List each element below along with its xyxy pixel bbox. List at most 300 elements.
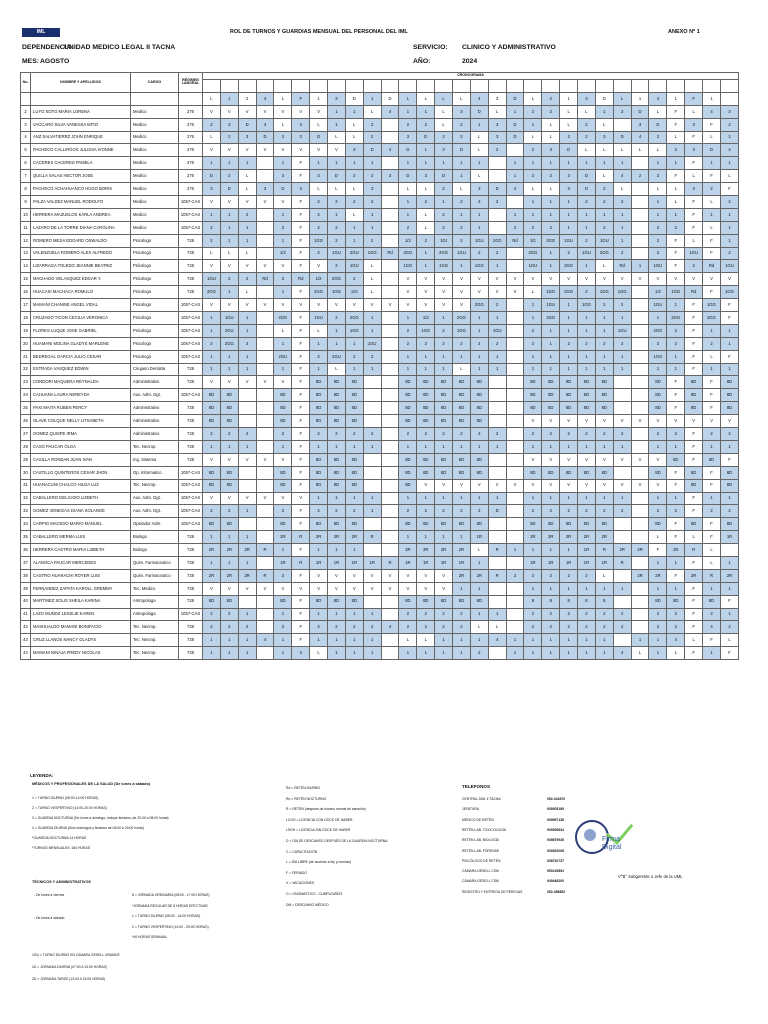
shift-cell: 8D: [328, 389, 346, 402]
shift-cell: D: [703, 144, 721, 157]
shift-cell: 8D: [685, 389, 703, 402]
shift-cell: [381, 440, 399, 453]
shift-cell: [506, 428, 524, 441]
shift-cell: 1: [578, 492, 596, 505]
shift-cell: 8D: [220, 389, 238, 402]
row-cargo: Psicologo: [131, 299, 179, 312]
shift-cell: 2R: [578, 531, 596, 544]
shift-cell: 1GG: [470, 260, 488, 273]
shift-cell: 2: [667, 337, 685, 350]
shift-cell: [256, 440, 274, 453]
row-name: HUAMANI MOLINA GLADYS MARLENE: [31, 337, 131, 350]
shift-cell: [363, 453, 381, 466]
phone-number: 938792737: [547, 858, 564, 863]
shift-cell: V: [203, 492, 221, 505]
shift-cell: 8D: [453, 453, 471, 466]
shift-cell: L: [703, 131, 721, 144]
shift-cell: 2R: [435, 544, 453, 557]
shift-cell: V: [470, 479, 488, 492]
shift-cell: 2: [399, 337, 417, 350]
shift-cell: 3: [470, 183, 488, 196]
shift-cell: V: [203, 144, 221, 157]
shift-cell: 2: [220, 608, 238, 621]
calendar-cell: L: [453, 92, 471, 105]
shift-cell: F: [667, 170, 685, 183]
shift-cell: F: [703, 247, 721, 260]
row-no: 41: [21, 608, 31, 621]
shift-cell: [488, 647, 506, 660]
shift-cell: F: [292, 221, 310, 234]
shift-cell: 2: [274, 505, 292, 518]
shift-cell: 8D: [399, 376, 417, 389]
shift-cell: [256, 479, 274, 492]
row-regimen: 1057-CAS: [179, 208, 203, 221]
shift-cell: 2: [363, 196, 381, 209]
shift-cell: 1GG: [417, 324, 435, 337]
shift-cell: V: [595, 453, 613, 466]
shift-cell: D: [488, 505, 506, 518]
shift-cell: 2: [649, 608, 667, 621]
shift-cell: V: [613, 479, 631, 492]
shift-cell: 1: [560, 157, 578, 170]
shift-cell: 8D: [542, 376, 560, 389]
shift-cell: Rd: [613, 260, 631, 273]
shift-cell: [363, 595, 381, 608]
shift-cell: 1R: [453, 556, 471, 569]
row-regimen: 276: [179, 170, 203, 183]
table-row: [21, 286, 739, 299]
shift-cell: V: [435, 582, 453, 595]
shift-cell: V: [435, 299, 453, 312]
shift-cell: L: [524, 183, 542, 196]
shift-cell: V: [328, 299, 346, 312]
iml-logo: IML: [22, 28, 60, 37]
calendar-cell: 4: [256, 92, 274, 105]
shift-cell: 1: [595, 324, 613, 337]
shift-cell: 8D: [345, 595, 363, 608]
shift-cell: [720, 544, 738, 557]
row-regimen: 276: [179, 183, 203, 196]
row-no: 13: [21, 247, 31, 260]
shift-cell: 1GG: [667, 286, 685, 299]
shift-cell: 1: [435, 312, 453, 325]
shift-cell: L: [274, 324, 292, 337]
shift-cell: [506, 350, 524, 363]
shift-cell: V: [292, 105, 310, 118]
legend-med-item: 2 = TURNO VESPERTINO (14:00-20:00 HORAS): [32, 806, 107, 810]
shift-cell: 1GG: [345, 324, 363, 337]
row-cargo: Tec. Necrop.: [131, 647, 179, 660]
calendar-cell: L: [417, 92, 435, 105]
shift-cell: 1: [488, 608, 506, 621]
shift-cell: 2: [453, 221, 471, 234]
table-row: [21, 260, 739, 273]
shift-cell: 2: [506, 569, 524, 582]
shift-cell: 1: [542, 260, 560, 273]
shift-cell: [506, 466, 524, 479]
shift-cell: 2: [560, 621, 578, 634]
phone-number: 052-244870: [547, 797, 566, 801]
shift-cell: V: [256, 196, 274, 209]
shift-cell: F: [292, 389, 310, 402]
shift-cell: 2: [203, 621, 221, 634]
shift-cell: 1R: [345, 556, 363, 569]
shift-cell: 2: [328, 196, 346, 209]
shift-cell: 1GG: [703, 299, 721, 312]
shift-cell: [256, 402, 274, 415]
shift-cell: 2: [578, 118, 596, 131]
shift-cell: 2GU: [274, 350, 292, 363]
row-regimen: 276: [179, 118, 203, 131]
shift-cell: 1: [453, 208, 471, 221]
shift-cell: 2: [595, 621, 613, 634]
row-no: 30: [21, 466, 31, 479]
shift-cell: 1: [560, 363, 578, 376]
shift-cell: 2: [435, 183, 453, 196]
calendar-cell: 1: [310, 92, 328, 105]
shift-cell: 1: [417, 144, 435, 157]
shift-cell: 8D: [328, 595, 346, 608]
shift-cell: R: [292, 556, 310, 569]
shift-cell: [256, 518, 274, 531]
row-cargo: Psicologo: [131, 312, 179, 325]
legend-bottom-item: 1D = JORNADA DIURNA (07:00 A 13:00 HORAS): [32, 965, 107, 969]
row-regimen: 1057-CAS: [179, 466, 203, 479]
day-header: [417, 80, 435, 93]
shift-cell: V: [363, 582, 381, 595]
shift-cell: 1: [613, 440, 631, 453]
day-header: [399, 80, 417, 93]
table-row: [21, 131, 739, 144]
shift-cell: [613, 466, 631, 479]
shift-cell: 1: [506, 157, 524, 170]
shift-cell: 3: [292, 131, 310, 144]
shift-cell: 1GU: [453, 247, 471, 260]
table-row: [21, 440, 739, 453]
shift-cell: 1: [560, 582, 578, 595]
shift-cell: D: [560, 144, 578, 157]
day-header: [292, 80, 310, 93]
shift-cell: 1: [506, 634, 524, 647]
day-header: [274, 80, 292, 93]
shift-cell: 1: [595, 350, 613, 363]
shift-cell: 1: [435, 350, 453, 363]
shift-cell: 1: [560, 221, 578, 234]
row-cargo: Psicologo: [131, 273, 179, 286]
shift-cell: 2: [417, 337, 435, 350]
shift-cell: 2: [203, 608, 221, 621]
legend-code-item: C = CAPACITACIÓN: [286, 849, 318, 854]
shift-cell: L: [703, 544, 721, 557]
shift-cell: 1: [560, 312, 578, 325]
shift-cell: [631, 363, 649, 376]
shift-cell: 2: [524, 569, 542, 582]
shift-cell: F: [685, 312, 703, 325]
shift-cell: R: [488, 544, 506, 557]
row-cargo: Psicologo: [131, 234, 179, 247]
shift-cell: 2: [417, 118, 435, 131]
shift-cell: 1GU: [328, 247, 346, 260]
shift-cell: [613, 402, 631, 415]
shift-cell: 1GG: [720, 286, 738, 299]
shift-cell: L: [417, 208, 435, 221]
shift-cell: 8D: [720, 389, 738, 402]
shift-cell: [256, 595, 274, 608]
shift-cell: [631, 389, 649, 402]
shift-cell: 1: [238, 440, 256, 453]
shift-cell: F: [720, 595, 738, 608]
shift-cell: 1: [506, 647, 524, 660]
shift-cell: 1: [542, 544, 560, 557]
shift-cell: [613, 389, 631, 402]
shift-cell: 1: [649, 647, 667, 660]
shift-cell: 1GG: [542, 286, 560, 299]
shift-cell: 2: [595, 505, 613, 518]
shift-cell: V: [613, 453, 631, 466]
phone-number: 939302008: [547, 848, 564, 853]
shift-cell: 1: [417, 247, 435, 260]
shift-cell: [631, 428, 649, 441]
shift-cell: 1: [703, 582, 721, 595]
shift-cell: 1GU: [578, 247, 596, 260]
shift-cell: D: [399, 144, 417, 157]
calendar-cell: 1: [631, 92, 649, 105]
shift-cell: 2: [595, 299, 613, 312]
shift-cell: 3: [488, 131, 506, 144]
row-cargo: Ing. Sistema: [131, 453, 179, 466]
shift-cell: V: [578, 415, 596, 428]
row-no: 28: [21, 440, 31, 453]
shift-cell: 1: [470, 492, 488, 505]
shift-cell: 8D: [453, 518, 471, 531]
calendar-cell: 4: [649, 92, 667, 105]
day-header: [667, 80, 685, 93]
row-regimen: 728: [179, 556, 203, 569]
legend-tec-item: - De lunes a viernes: [34, 893, 65, 897]
shift-cell: 2: [578, 621, 596, 634]
calendar-cell: D: [506, 92, 524, 105]
shift-cell: 1: [435, 440, 453, 453]
shift-cell: 2: [560, 428, 578, 441]
shift-cell: [488, 466, 506, 479]
shift-cell: 2: [613, 299, 631, 312]
shift-cell: L: [345, 208, 363, 221]
shift-cell: F: [685, 582, 703, 595]
shift-cell: 1: [720, 608, 738, 621]
shift-cell: 8D: [453, 466, 471, 479]
shift-cell: 8D: [524, 376, 542, 389]
legend-tec2-item: 2 = TURNO VESPERTINO (14:00 - 20:00 HORAS): [132, 924, 209, 929]
shift-cell: 2: [345, 621, 363, 634]
shift-cell: 2R: [667, 544, 685, 557]
calendar-cell: D: [595, 92, 613, 105]
shift-cell: V: [488, 479, 506, 492]
shift-cell: [381, 260, 399, 273]
shift-cell: 1: [363, 221, 381, 234]
row-no: 44: [21, 647, 31, 660]
shift-cell: V: [292, 144, 310, 157]
document-title: ROL DE TURNOS Y GUARDIAS MENSUAL DEL PERSONAL DEL IML: [230, 29, 408, 35]
shift-cell: F: [720, 299, 738, 312]
table-row: [21, 376, 739, 389]
shift-cell: 2: [399, 428, 417, 441]
shift-cell: D: [453, 144, 471, 157]
shift-cell: 8D: [542, 518, 560, 531]
table-row: [21, 544, 739, 557]
shift-cell: 1: [470, 221, 488, 234]
shift-cell: L: [685, 634, 703, 647]
shift-cell: 1: [703, 157, 721, 170]
shift-cell: F: [292, 415, 310, 428]
shift-cell: [381, 376, 399, 389]
shift-cell: V: [595, 273, 613, 286]
shift-cell: Rd: [506, 234, 524, 247]
shift-cell: [363, 479, 381, 492]
shift-cell: 2: [560, 608, 578, 621]
shift-cell: 1: [667, 492, 685, 505]
shift-cell: 2: [542, 608, 560, 621]
shift-cell: 1: [328, 105, 346, 118]
shift-cell: 2: [238, 621, 256, 634]
shift-cell: V: [595, 479, 613, 492]
shift-cell: D: [613, 131, 631, 144]
shift-cell: 2: [453, 337, 471, 350]
shift-cell: D: [631, 105, 649, 118]
shift-cell: 2GG: [453, 312, 471, 325]
row-cargo: Medico: [131, 208, 179, 221]
shift-cell: 2: [720, 428, 738, 441]
shift-cell: R: [256, 544, 274, 557]
row-regimen: 1057-CAS: [179, 479, 203, 492]
row-name: GOMEZ QUISPE IRMA: [31, 428, 131, 441]
shift-cell: V: [345, 582, 363, 595]
shift-cell: F: [292, 634, 310, 647]
day-header: [470, 80, 488, 93]
shift-cell: 1: [345, 337, 363, 350]
shift-cell: 1: [417, 105, 435, 118]
shift-cell: 1: [488, 440, 506, 453]
shift-cell: D: [506, 118, 524, 131]
shift-cell: 4: [256, 634, 274, 647]
shift-cell: 1: [524, 634, 542, 647]
legend-title: LEYENDA:: [30, 773, 54, 778]
phone-label: JEFATURA: [462, 807, 480, 812]
shift-cell: 8: [524, 595, 542, 608]
shift-cell: 2: [203, 234, 221, 247]
shift-cell: 8D: [310, 415, 328, 428]
shift-cell: [506, 299, 524, 312]
shift-cell: F: [685, 196, 703, 209]
row-name: HUACASI MACHACA ROMULO: [31, 286, 131, 299]
shift-cell: [631, 183, 649, 196]
shift-cell: 8D: [560, 466, 578, 479]
shift-cell: [381, 234, 399, 247]
row-no: 19: [21, 324, 31, 337]
shift-cell: V: [506, 273, 524, 286]
shift-cell: 1: [488, 260, 506, 273]
shift-cell: V: [488, 286, 506, 299]
shift-cell: 1: [274, 440, 292, 453]
shift-cell: F: [685, 440, 703, 453]
shift-cell: 1: [363, 440, 381, 453]
shift-cell: 2: [720, 621, 738, 634]
shift-cell: 1: [238, 634, 256, 647]
shift-cell: 2: [238, 428, 256, 441]
shift-cell: 8D: [595, 466, 613, 479]
row-name: HERRERA MAZUELOS KARLA ANDREA: [31, 208, 131, 221]
shift-cell: 1: [363, 312, 381, 325]
row-cargo: Biologo: [131, 531, 179, 544]
row-cargo: Op. Informatico: [131, 466, 179, 479]
shift-cell: 1: [399, 350, 417, 363]
shift-cell: 1: [274, 157, 292, 170]
shift-cell: L: [470, 170, 488, 183]
shift-cell: L: [203, 131, 221, 144]
shift-cell: 8D: [417, 466, 435, 479]
shift-cell: 2: [542, 170, 560, 183]
row-name: CASO PAUCAR OLGA: [31, 440, 131, 453]
shift-cell: F: [292, 505, 310, 518]
shift-cell: 2: [399, 621, 417, 634]
shift-cell: 1: [238, 221, 256, 234]
row-no: 18: [21, 312, 31, 325]
shift-cell: 1: [363, 505, 381, 518]
legend-med-item: 3 = GUARDIA NOCTURNA (De lunes a domingo, incluye feriados, de 20:00 a 08:00 horas): [32, 816, 169, 820]
col-header-regimen: RÉGIMEN LABORAL: [179, 73, 203, 93]
shift-cell: 1R: [524, 556, 542, 569]
shift-cell: [631, 221, 649, 234]
shift-cell: 3: [595, 131, 613, 144]
shift-cell: 1: [578, 647, 596, 660]
shift-cell: V: [417, 569, 435, 582]
shift-cell: [256, 234, 274, 247]
shift-cell: 1: [238, 350, 256, 363]
shift-cell: 8D: [274, 466, 292, 479]
shift-cell: 1: [453, 634, 471, 647]
shift-cell: L: [363, 260, 381, 273]
shift-cell: 1: [720, 157, 738, 170]
shift-cell: 2: [649, 221, 667, 234]
shift-cell: V: [399, 569, 417, 582]
shift-cell: [506, 196, 524, 209]
shift-cell: 1: [238, 312, 256, 325]
day-header: [310, 80, 328, 93]
shift-cell: 4: [381, 144, 399, 157]
shift-cell: 1: [363, 157, 381, 170]
shift-cell: 2: [417, 234, 435, 247]
shift-cell: 1: [435, 157, 453, 170]
shift-cell: R: [488, 569, 506, 582]
shift-cell: V: [238, 144, 256, 157]
shift-cell: 2: [310, 196, 328, 209]
shift-cell: Rd: [685, 286, 703, 299]
shift-cell: V: [220, 492, 238, 505]
row-no: 8: [21, 183, 31, 196]
shift-cell: 2GG: [328, 273, 346, 286]
shift-cell: 2R: [310, 531, 328, 544]
shift-cell: [613, 531, 631, 544]
shift-cell: 3: [363, 183, 381, 196]
shift-cell: R: [381, 556, 399, 569]
shift-cell: [238, 466, 256, 479]
shift-cell: 8D: [720, 402, 738, 415]
shift-cell: 1: [238, 324, 256, 337]
shift-cell: F: [292, 234, 310, 247]
shift-cell: 2: [203, 337, 221, 350]
shift-cell: 1R: [435, 556, 453, 569]
shift-cell: 3: [238, 131, 256, 144]
shift-cell: 2R: [453, 544, 471, 557]
